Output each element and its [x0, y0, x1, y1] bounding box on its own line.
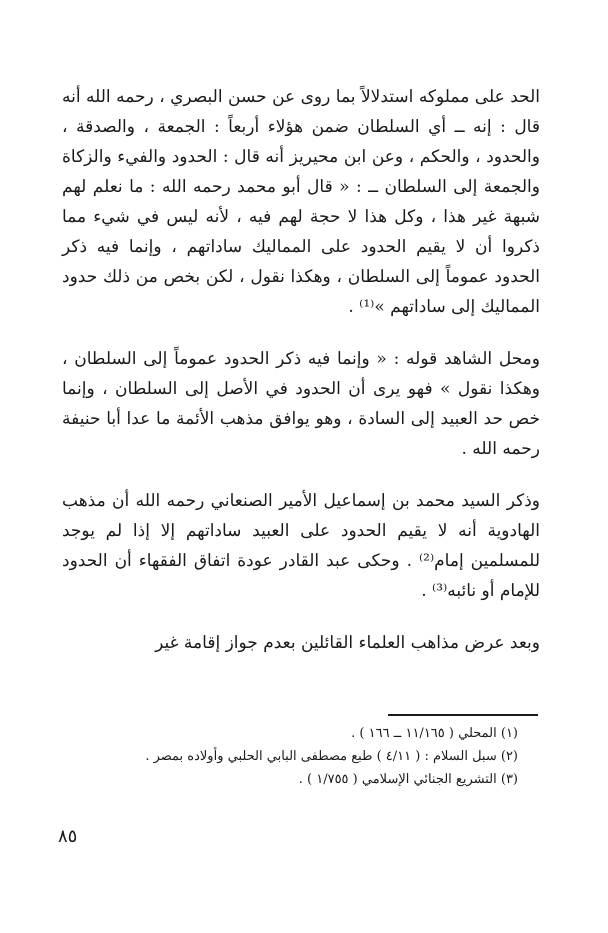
page-body	[62, 82, 540, 658]
paragraph: الحد على مملوكه استدلالاً بما روى عن حسن البصري ، رحمه الله أنه قال : إنه ــ أي السلطان ضمن هؤلاء أربعاً : الجمعة ، والصدقة ، والحدود ، والحكم ، وعن ابن محيريز أنه قال : الحدود والفيء والزكاة والجمعة إلى السلطان ــ : « قال أبو محمد رحمه الله : ما نعلم لهم شبهة غير هذا ، وكل هذا لا حجة لهم فيه ، لأنه ليس في شيء مما ذكروا أن لا يقيم الحدود على المماليك ساداتهم ، وإنما فيه ذكر الحدود عموماً إلى السلطان ، وهكذا نقول ، لكن بخص من ذلك حدود المماليك إلى ساداتهم »⁽¹⁾ .	[62, 87, 540, 317]
footnote: (١) المحلي ( ١١/١٦٥ ــ ١٦٦ ) .	[351, 726, 518, 741]
paragraph: وذكر السيد محمد بن إسماعيل الأمير الصنعاني رحمه الله أن مذهب الهادوية أنه لا يقيم الحدود على العبيد ساداتهم إلا إذا لم يوجد للمسلمين إمام⁽²⁾ . وحكى عبد القادر عودة اتفاق الفقهاء أن الحدود للإمام أو نائبه⁽³⁾ .	[62, 491, 540, 601]
footnotes	[62, 722, 518, 791]
paragraph: ومحل الشاهد قوله : « وإنما فيه ذكر الحدود عموماً إلى السلطان ، وهكذا نقول » فهو يرى أن الحدود في الأصل إلى السلطان ، وإنما خص حد العبيد إلى السادة ، وهو يوافق مذهب الأئمة ما عدا أبا حنيفة رحمه الله .	[62, 349, 540, 459]
footnote-divider	[388, 714, 538, 716]
footnote: (٢) سبل السلام : ( ٤/١١ ) طبع مصطفى البابي الحلبي وأولاده بمصر .	[145, 749, 518, 764]
page-number: ٨٥	[58, 826, 78, 847]
footnote: (٣) التشريع الجنائي الإسلامي ( ١/٧٥٥ ) .	[298, 772, 518, 787]
paragraph: وبعد عرض مذاهب العلماء القائلين بعدم جواز إقامة غير	[155, 633, 540, 653]
